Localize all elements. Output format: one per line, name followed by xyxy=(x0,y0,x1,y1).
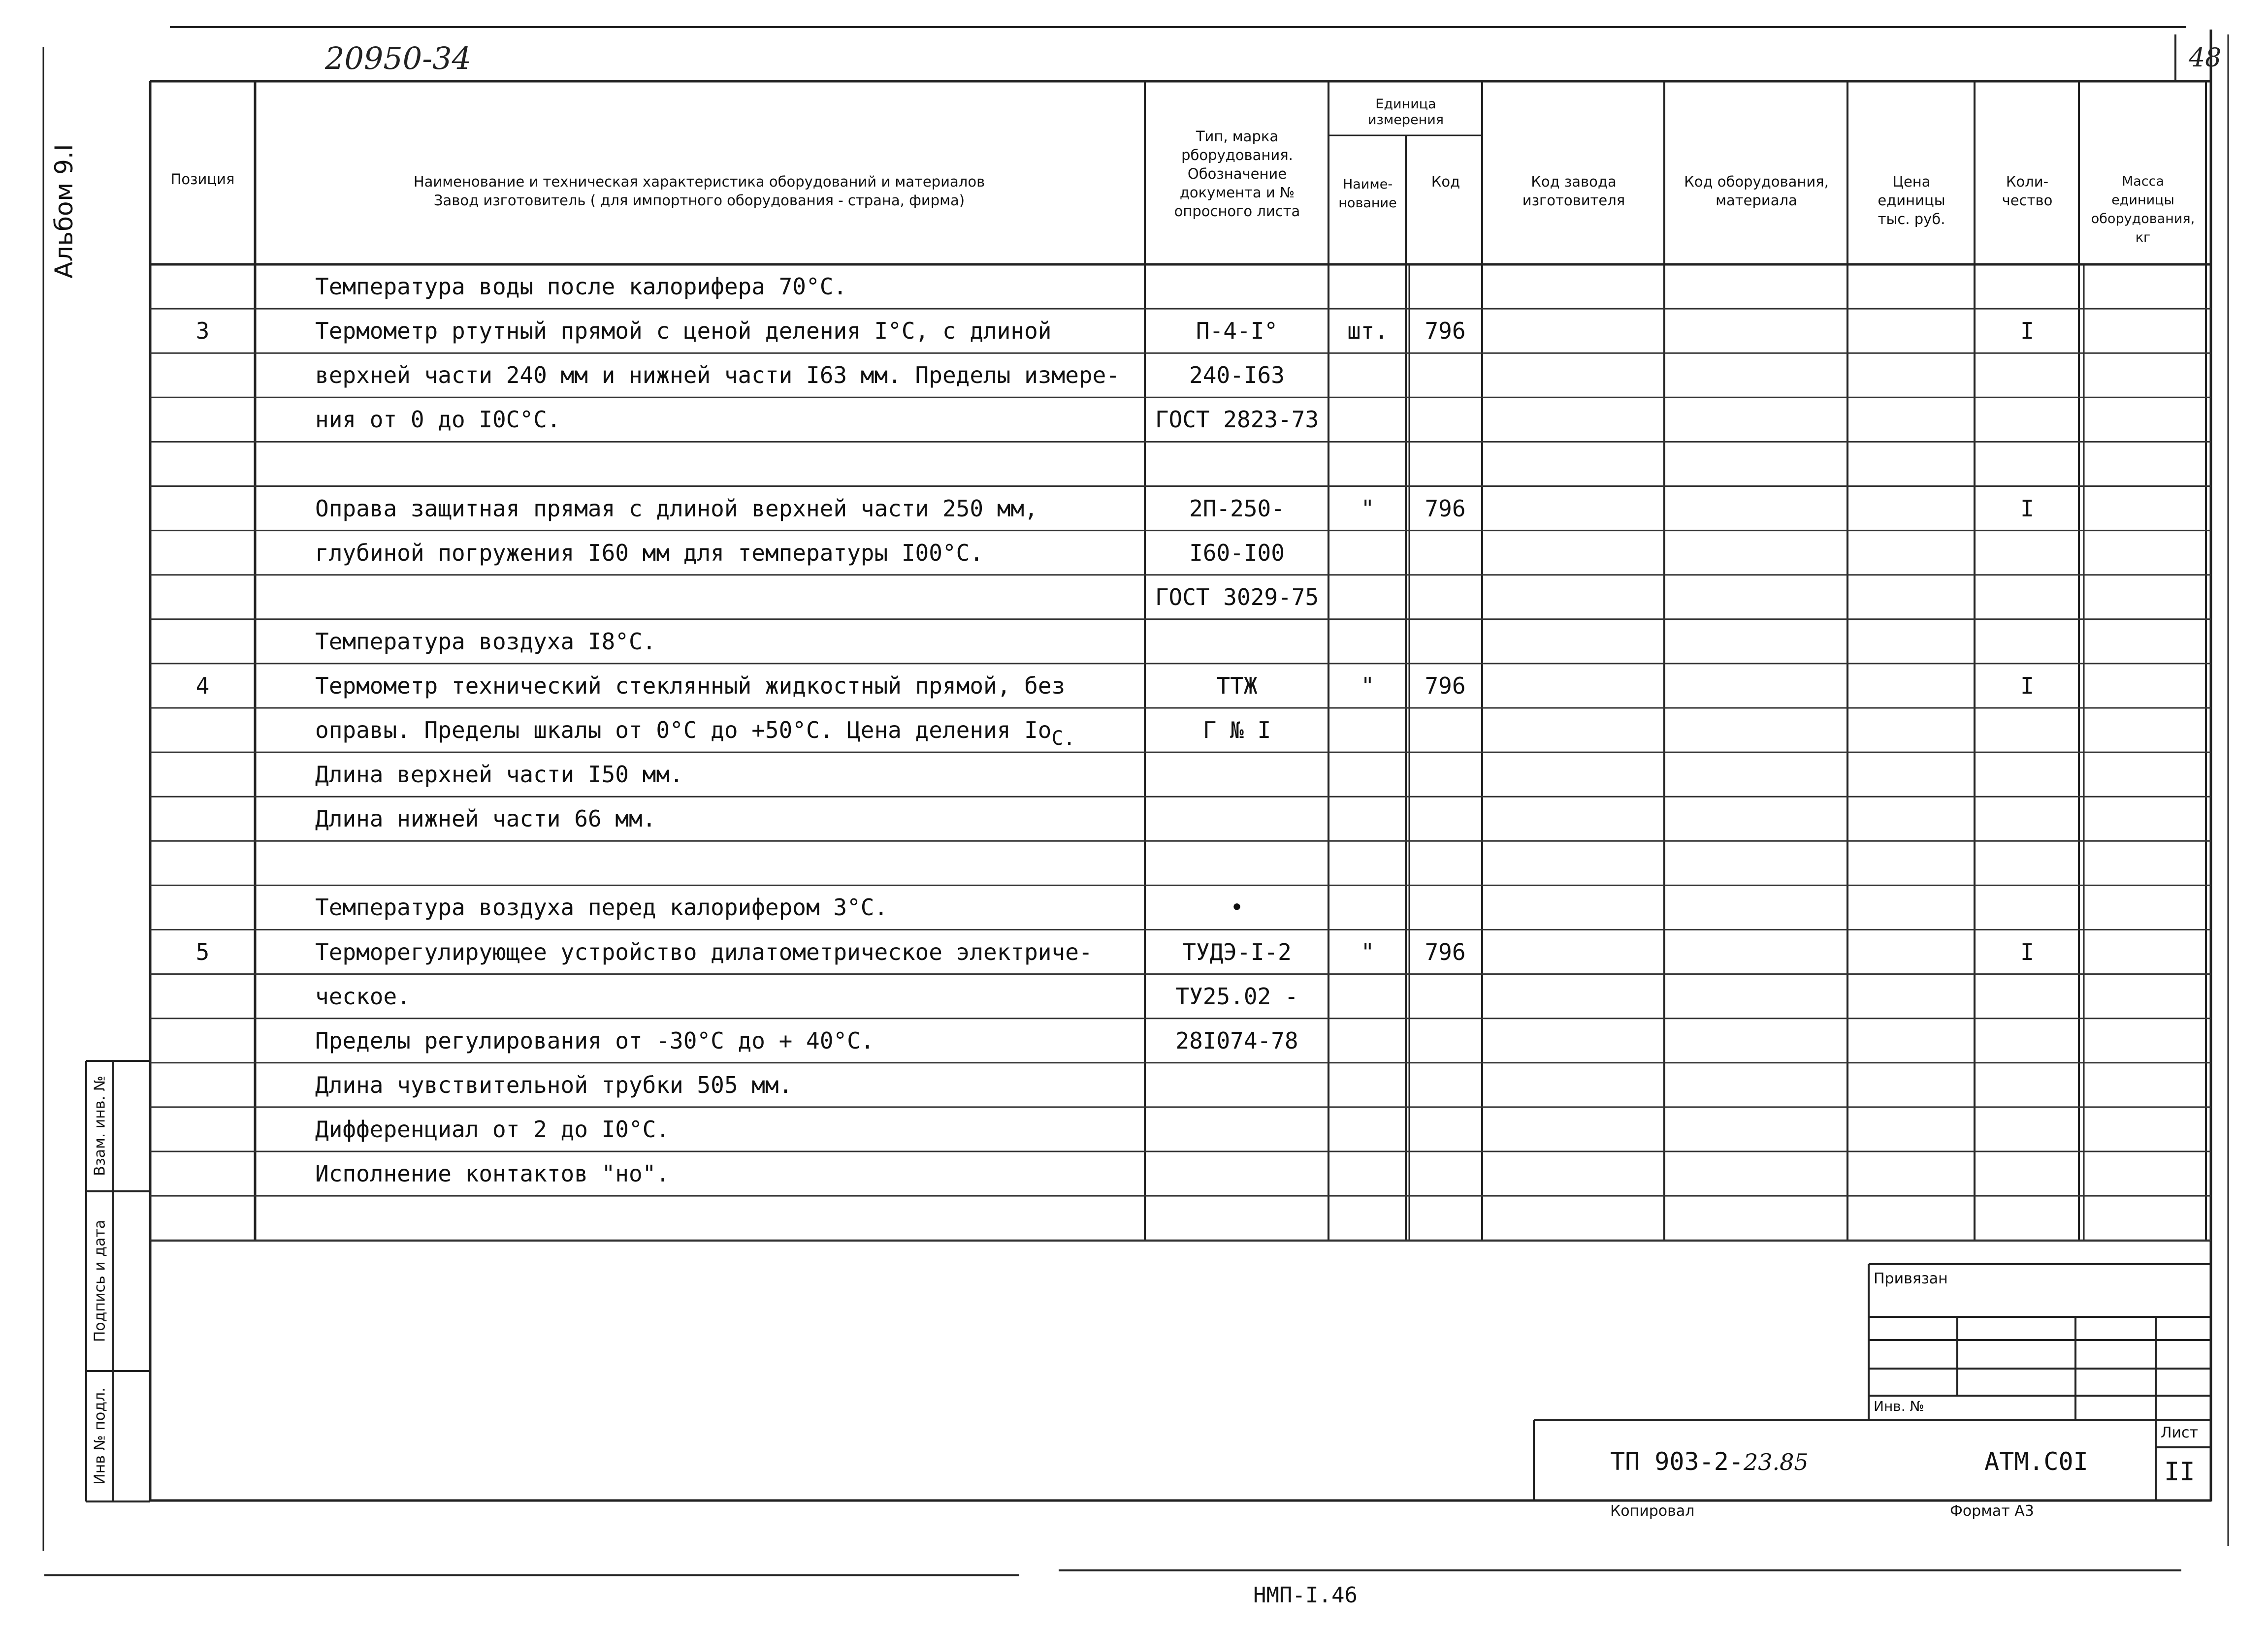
cell-name: ния от 0 до I0С°С. xyxy=(315,406,561,433)
header-type-l5: опросного листа xyxy=(1174,203,1300,220)
cell-code: 796 xyxy=(1425,495,1466,522)
header-unit-name-l1: Наиме- xyxy=(1342,177,1393,192)
header-name-line2: Завод изготовитель ( для импортного оборудования - страна, фирма) xyxy=(433,192,965,209)
drawing-mark: АТМ.С0I xyxy=(1984,1447,2088,1476)
header-type xyxy=(1147,127,1327,221)
cell-type: П-4-I° xyxy=(1196,318,1278,345)
header-unit-l1: Единица xyxy=(1375,96,1436,112)
cell-name: Дифференциал от 2 до I0°С. xyxy=(315,1116,670,1143)
header-type-l2: рборудования. xyxy=(1181,147,1293,163)
header-equip-code-l2: материала xyxy=(1716,192,1797,209)
cell-pos: 3 xyxy=(195,318,210,345)
cell-code: 796 xyxy=(1425,938,1466,965)
cell-pos: 4 xyxy=(195,672,210,699)
cell-type: ТУДЭ-I-2 xyxy=(1182,938,1292,965)
page-mark: 48 xyxy=(2189,43,2222,73)
header-unit-name xyxy=(1329,175,1406,213)
header-mass-l3: оборудования, xyxy=(2091,211,2195,226)
header-price-l3: тыс. руб. xyxy=(1878,211,1945,227)
cell-name: верхней части 240 мм и нижней части I63 мм. Пределы измере- xyxy=(315,362,1120,389)
cell-name-subscript: С. xyxy=(1051,727,1075,750)
cell-name: Исполнение контактов "но". xyxy=(315,1160,670,1187)
header-price-l2: единицы xyxy=(1878,192,1945,209)
cell-qty: I xyxy=(2020,495,2034,522)
header-unit-name-l2: нование xyxy=(1338,195,1397,211)
header-unit xyxy=(1329,96,1482,128)
header-price-l1: Цена xyxy=(1892,173,1931,190)
header-mass-l1: Масса xyxy=(2121,174,2165,189)
header-quantity-l2: чество xyxy=(2002,192,2053,209)
cell-type: 2П-250- xyxy=(1189,495,1285,522)
sheet-number: II xyxy=(2164,1457,2195,1487)
header-mass-l4: кг xyxy=(2135,230,2151,245)
sheet-label: Лист xyxy=(2161,1424,2199,1441)
header-unit-l2: измерения xyxy=(1367,112,1444,128)
cell-name: глубиной погружения I60 мм для температуры I00°С. xyxy=(315,539,984,566)
inventory-no-label: Инв. № xyxy=(1874,1398,1924,1414)
document-code-printed: ТП 903-2- xyxy=(1610,1447,1744,1476)
cell-name: Оправа защитная прямая с длиной верхней части 250 мм, xyxy=(315,495,1038,522)
cell-pos: 5 xyxy=(195,938,210,965)
cell-unit: " xyxy=(1361,495,1375,522)
side-label-replacement: Взам. инв. № xyxy=(91,1076,109,1176)
header-name xyxy=(266,172,1133,210)
cell-qty: I xyxy=(2020,672,2034,699)
header-price xyxy=(1848,172,1975,228)
cell-name: Термометр ртутный прямой с ценой деления I°С, с длиной xyxy=(315,318,1052,345)
cell-qty: I xyxy=(2020,938,2034,965)
cell-name: Пределы регулирования от -30°С до + 40°С. xyxy=(315,1027,875,1054)
header-unit-code: Код xyxy=(1431,173,1460,190)
copied-label: Копировал xyxy=(1610,1502,1695,1520)
header-type-l1: Тип, марка xyxy=(1196,128,1279,145)
header-position: Позиция xyxy=(170,171,235,188)
cell-name: Термометр технический стеклянный жидкостный прямой, без xyxy=(315,672,1066,699)
cell-unit: шт. xyxy=(1347,318,1389,345)
cell-name: оправы. Пределы шкалы от 0°С до +50°С. Цена деления IоС. xyxy=(315,717,1075,750)
header-mass-l2: единицы xyxy=(2111,192,2174,208)
document-code-handwritten: 23.85 xyxy=(1743,1449,1809,1475)
format-label: Формат А3 xyxy=(1950,1502,2034,1520)
header-factory-code-l1: Код завода xyxy=(1531,173,1617,190)
cell-type: • xyxy=(1230,894,1244,921)
header-equip-code xyxy=(1665,172,1847,210)
cell-name: Температура воды после калорифера 70°С. xyxy=(315,273,847,300)
cell-qty: I xyxy=(2020,318,2034,345)
header-quantity-l1: Коли- xyxy=(2006,173,2049,190)
document-code xyxy=(1610,1447,1809,1476)
cell-name: Длина верхней части I50 мм. xyxy=(315,761,683,788)
attached-label: Привязан xyxy=(1874,1270,1948,1287)
header-quantity xyxy=(1976,172,2079,210)
cell-type: 240-I63 xyxy=(1189,362,1285,389)
header-type-l3: Обозначение xyxy=(1187,165,1287,182)
header-name-line1: Наименование и техническая характеристика оборудований и материалов xyxy=(413,173,985,190)
side-label-inventory: Инв № подл. xyxy=(91,1387,109,1485)
cell-name: Терморегулирующее устройство дилатометрическое электриче- xyxy=(315,938,1093,965)
header-type-l4: документа и № xyxy=(1179,184,1295,201)
cell-code: 796 xyxy=(1425,318,1466,345)
cell-code: 796 xyxy=(1425,672,1466,699)
cell-name: ческое. xyxy=(315,983,411,1010)
cell-type: ТТЖ xyxy=(1216,672,1258,699)
cell-type: ТУ25.02 - xyxy=(1175,983,1298,1010)
album-label: Альбом 9.I xyxy=(50,144,78,279)
cell-unit: " xyxy=(1361,938,1375,965)
cell-name: Температура воздуха I8°С. xyxy=(315,628,656,655)
document-number-stamp: 20950-34 xyxy=(325,40,472,76)
cell-name: Длина чувствительной трубки 505 мм. xyxy=(315,1071,793,1098)
cell-name: Температура воздуха перед калорифером 3°С. xyxy=(315,894,888,921)
cell-type: ГОСТ 2823-73 xyxy=(1155,406,1319,433)
cell-type: Г № I xyxy=(1202,717,1271,743)
header-factory-code xyxy=(1483,172,1664,210)
cell-type: I60-I00 xyxy=(1189,539,1285,566)
header-mass xyxy=(2080,172,2206,247)
cell-type: ГОСТ 3029-75 xyxy=(1155,583,1319,610)
cell-unit: " xyxy=(1361,672,1375,699)
cell-name: Длина нижней части 66 мм. xyxy=(315,805,656,832)
header-equip-code-l1: Код оборудования, xyxy=(1684,173,1829,190)
side-label-signature: Подпись и дата xyxy=(91,1219,109,1342)
header-factory-code-l2: изготовителя xyxy=(1522,192,1625,209)
cell-type: 28I074-78 xyxy=(1175,1027,1298,1054)
bottom-code: НМП-I.46 xyxy=(1253,1583,1358,1608)
